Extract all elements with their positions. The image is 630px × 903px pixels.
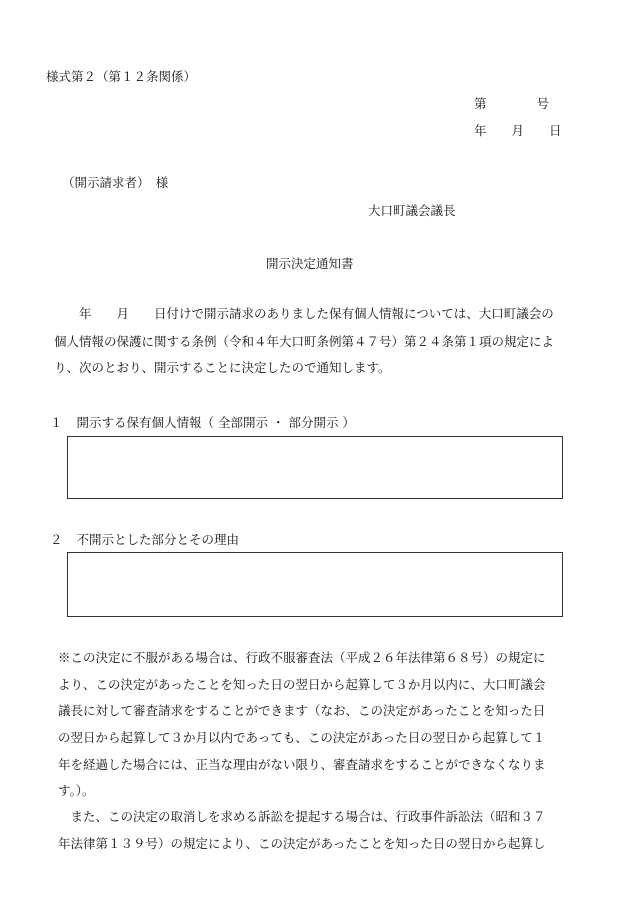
recipient: （開示請求者） 様 xyxy=(62,175,169,190)
notice-line: 議長に対して審査請求をすることができます（なお、この決定があったことを知った日 xyxy=(58,703,546,718)
notice-line: より、この決定があったことを知った日の翌日から起算して３か月以内に、大口町議会 xyxy=(58,677,546,692)
section1-label: 開示する保有個人情報 xyxy=(76,415,202,430)
form-label: 様式第２（第１２条関係） xyxy=(46,69,197,84)
section2-label: 不開示とした部分とその理由 xyxy=(76,532,240,547)
section1-content-box[interactable] xyxy=(67,436,563,499)
section2-heading xyxy=(50,532,239,548)
notice-line: の翌日から起算して３か月以内であっても、この決定があった日の翌日から起算して１ xyxy=(58,730,546,745)
lawsuit-line: また、この決定の取消しを求める訴訟を提起する場合は、行政事件訴訟法（昭和３７ xyxy=(58,809,546,824)
section1-number: １ xyxy=(50,415,63,430)
notice-line: ※この決定に不服がある場合は、行政不服審査法（平成２６年法律第６８号）の規定に xyxy=(58,650,546,665)
section1-options: （ 全部開示 ・ 部分開示 ） xyxy=(201,415,355,430)
notice-line: す。）。 xyxy=(58,783,95,798)
intro-line: 個人情報の保護に関する条例（令和４年大口町条例第４７号）第２４条第１項の規定によ xyxy=(54,334,555,349)
lawsuit-line: 年法律第１３９号）の規定により、この決定があったことを知った日の翌日から起算し xyxy=(58,836,546,851)
intro-line: 年 月 日付けで開示請求のありました保有個人情報については、大口町議会の xyxy=(54,306,554,321)
document-title: 開示決定通知書 xyxy=(266,256,354,271)
notice-line: 年を経過した場合には、正当な理由がない限り、審査請求をすることができなくなりま xyxy=(58,757,546,772)
date-line: 年 月 日 xyxy=(474,123,562,138)
issuer: 大口町議会議長 xyxy=(368,203,456,218)
section2-content-box[interactable] xyxy=(67,552,563,617)
intro-line: り、次のとおり、開示することに決定したので通知します。 xyxy=(54,360,391,375)
section1-heading xyxy=(50,415,355,431)
number-line: 第 号 xyxy=(474,96,550,111)
section2-number: ２ xyxy=(50,532,63,547)
